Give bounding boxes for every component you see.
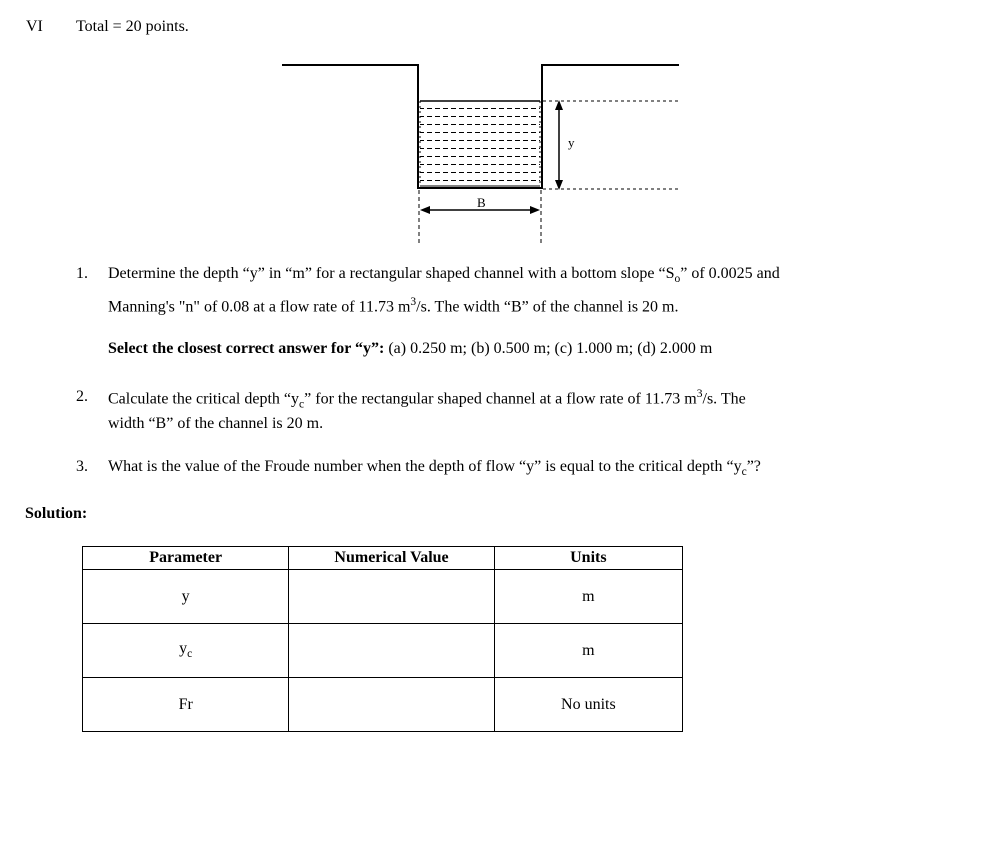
water-hatching: [420, 101, 540, 187]
units-cell: No units: [494, 678, 682, 732]
table-row: [83, 678, 683, 732]
depth-label: y: [568, 135, 575, 150]
solution-table: [82, 546, 683, 732]
parameter-cell: y: [83, 570, 289, 624]
parameter-cell: Fr: [83, 678, 289, 732]
question-2-line-2: width “B” of the channel is 20 m.: [108, 415, 324, 432]
value-cell[interactable]: [289, 624, 494, 678]
header-parameter: Parameter: [83, 547, 289, 570]
value-cell[interactable]: [289, 678, 494, 732]
header-numerical-value: Numerical Value: [289, 547, 494, 570]
question-1-answer-options: Select the closest correct answer for “y”: (a) 0.250 m; (b) 0.500 m; (c) 1.000 m; (d) 2.000 m: [108, 340, 713, 357]
question-1-line-1: Determine the depth “y” in “m” for a rectangular shaped channel with a bottom slope “$S_o$” of 0.0025 and: [108, 265, 780, 286]
question-1-number: 1.: [76, 265, 88, 282]
section-number: VI: [26, 18, 43, 35]
parameter-cell: $y_c$: [83, 624, 289, 678]
question-2-line-1: Calculate the critical depth “$y_c$” for the rectangular shaped channel at a flow rate of 11.73 $m^3/s$. The: [108, 388, 746, 411]
table-header-row: [83, 547, 683, 570]
question-3-line-1: What is the value of the Froude number when the depth of flow “y” is equal to the critical depth “$y_c$”?: [108, 458, 761, 479]
units-cell: m: [494, 570, 682, 624]
depth-dimension-arrow: [555, 100, 563, 190]
question-3-number: 3.: [76, 458, 88, 475]
question-2-number: 2.: [76, 388, 88, 405]
total-points: Total = 20 points.: [76, 18, 189, 35]
header-units: Units: [494, 547, 682, 570]
units-cell: m: [494, 624, 682, 678]
table-row: [83, 570, 683, 624]
solution-label: Solution:: [25, 505, 88, 522]
table-row: [83, 624, 683, 678]
value-cell[interactable]: [289, 570, 494, 624]
width-label: B: [477, 195, 486, 210]
question-1-line-2: Manning's "n" of 0.08 at a flow rate of 11.73 $m^3/s$. The width “B” of the channel is 20 m.: [108, 296, 679, 316]
channel-diagram: [0, 0, 990, 250]
